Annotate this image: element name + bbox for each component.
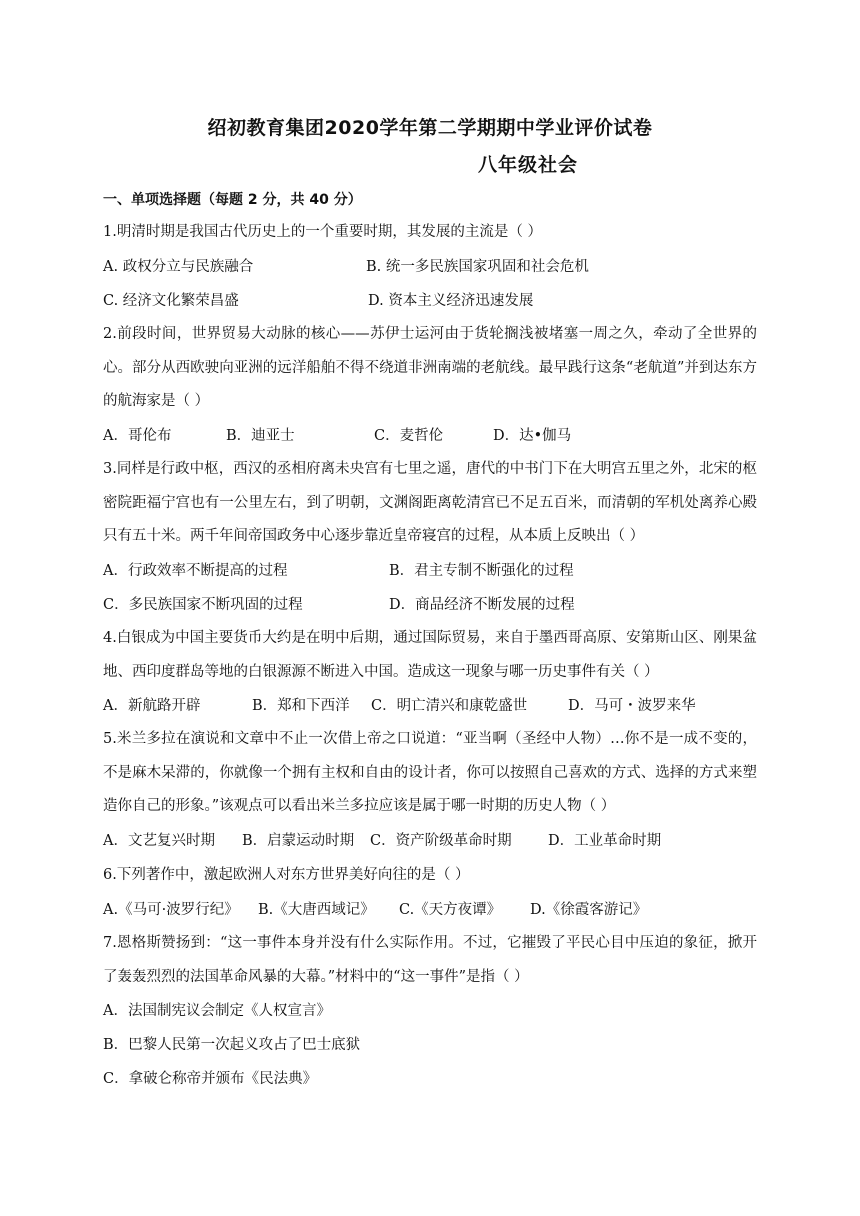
option-d: D.《徐霞客游记》 <box>530 902 648 918</box>
question-stem-5: 5.米兰多拉在演说和文章中不止一次借上帝之口说道：“亚当啊（圣经中人物）…你不是一成不变的，不是麻木呆滞的，你就像一个拥有主权和自由的设计者，你可以按照自己喜欢的方式、选择的方式来塑造你自己的形象。”该观点可以看出米兰多拉应该是属于哪一时期的历史人物（ ） <box>103 731 757 814</box>
option-c: C.《天方夜谭》 <box>399 902 502 918</box>
option-a: A．行政效率不断提高的过程 <box>103 563 288 579</box>
section-heading: 一、单项选择题（每题 2 分，共 40 分） <box>103 192 362 208</box>
option-a: A．哥伦布 <box>103 428 172 444</box>
question-options-3 <box>103 561 763 581</box>
question-options-4 <box>103 696 763 716</box>
option-b: B．迪亚士 <box>226 428 295 444</box>
option-b: B．巴黎人民第一次起义攻占了巴士底狱 <box>103 1037 361 1053</box>
option-d: D. 资本主义经济迅速发展 <box>368 293 534 309</box>
option-c: C. 经济文化繁荣昌盛 <box>103 293 239 309</box>
option-b: B.《大唐西域记》 <box>258 902 375 918</box>
option-c: C．明亡清兴和康乾盛世 <box>371 698 528 714</box>
question-stem-2: 2.前段时间，世界贸易大动脉的核心——苏伊士运河由于货轮搁浅被堵塞一周之久，牵动了全世界的心。部分从西欧驶向亚洲的远洋船舶不得不绕道非洲南端的老航线。最早践行这条“老航道”并到达东方的航海家是（ ） <box>103 326 757 409</box>
option-c: C．麦哲伦 <box>374 428 444 444</box>
question-options-5 <box>103 831 763 851</box>
option-b: B．郑和下西洋 <box>252 698 350 714</box>
option-d: D．达•伽马 <box>493 428 572 444</box>
question-stem-6: 6.下列著作中，激起欧洲人对东方世界美好向往的是（ ） <box>103 867 470 883</box>
exam-subtitle: 八年级社会 <box>478 154 579 176</box>
option-a: A．文艺复兴时期 <box>103 833 215 849</box>
question-stem-7: 7.恩格斯赞扬到：“这一事件本身并没有什么实际作用。不过，它摧毁了平民心目中压迫的象征，掀开了轰轰烈烈的法国革命风暴的大幕。”材料中的“这一事件”是指（ ） <box>103 935 757 985</box>
question-options-2 <box>103 426 763 446</box>
option-d: D．工业革命时期 <box>548 833 662 849</box>
question-option-7c <box>103 1069 763 1089</box>
option-d: D．商品经济不断发展的过程 <box>389 597 575 613</box>
question-option-7b <box>103 1035 763 1055</box>
option-c: C．资产阶级革命时期 <box>370 833 512 849</box>
exam-title: 绍初教育集团2020学年第二学期期中学业评价试卷 <box>207 117 653 139</box>
option-b: B．君主专制不断强化的过程 <box>389 563 574 579</box>
question-option-7a <box>103 1001 763 1021</box>
question-stem-1: 1.明清时期是我国古代历史上的一个重要时期，其发展的主流是（ ） <box>103 224 542 240</box>
question-options-1 <box>103 257 763 277</box>
question-options-6 <box>103 900 763 920</box>
question-options-1b <box>103 291 763 311</box>
option-a: A.《马可·波罗行纪》 <box>103 902 239 918</box>
option-b: B. 统一多民族国家巩固和社会危机 <box>366 259 589 275</box>
option-d: D．马可・波罗来华 <box>568 698 696 714</box>
option-c: C．拿破仑称帝并颁布《民法典》 <box>103 1071 318 1087</box>
option-a: A. 政权分立与民族融合 <box>103 259 254 275</box>
question-stem-4: 4.白银成为中国主要货币大约是在明中后期，通过国际贸易，来自于墨西哥高原、安第斯山区、刚果盆地、西印度群岛等地的白银源源不断进入中国。造成这一现象与哪一历史事件有关（ ） <box>103 630 757 680</box>
option-a: A．新航路开辟 <box>103 698 201 714</box>
question-stem-3: 3.同样是行政中枢，西汉的丞相府离未央宫有七里之遥，唐代的中书门下在大明宫五里之外，北宋的枢密院距福宁宫也有一公里左右，到了明朝，文渊阁距离乾清宫已不足五百米，而清朝的军机处离养心殿只有五十米。两千年间帝国政务中心逐步靠近皇帝寝宫的过程，从本质上反映出（ ） <box>103 461 757 544</box>
option-a: A．法国制宪议会制定《人权宣言》 <box>103 1003 331 1019</box>
question-options-3b <box>103 595 763 615</box>
option-b: B．启蒙运动时期 <box>242 833 355 849</box>
option-c: C．多民族国家不断巩固的过程 <box>103 597 303 613</box>
